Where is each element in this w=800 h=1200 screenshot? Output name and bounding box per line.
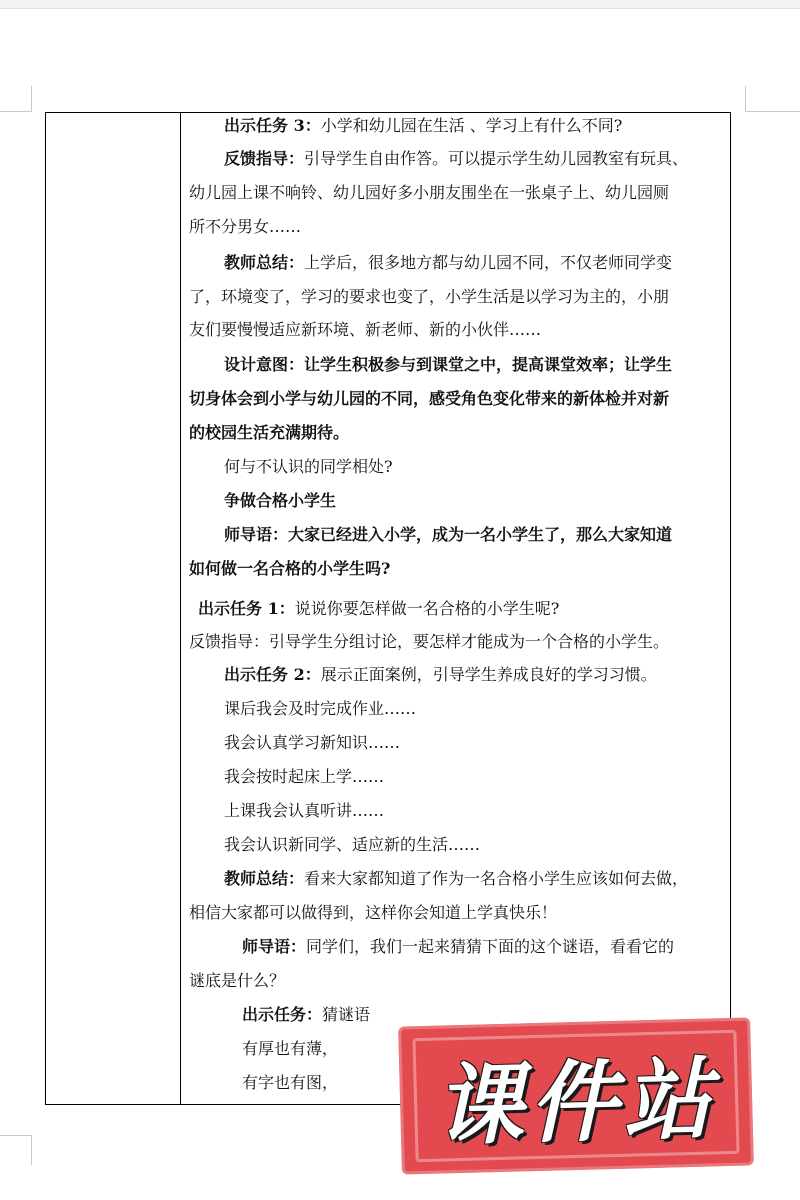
crop-mark-bottom-left (0, 1135, 32, 1136)
riddle-line: 有字也有图， (242, 1073, 339, 1092)
text-line: 的校园生活充满期待。 (189, 423, 350, 442)
list-item: 我会按时起床上学…… (224, 767, 385, 786)
section-heading: 争做合格小学生 (224, 491, 337, 510)
text-line: 相信大家都可以做得到，这样你会知道上学真快乐！ (189, 903, 558, 922)
watermark-stamp (398, 1017, 754, 1174)
crop-mark-bottom-left-vertical (31, 1135, 32, 1165)
text-line: 反馈指导：引导学生分组讨论，要怎样才能成为一个合格的小学生。 (189, 632, 670, 651)
crop-mark-top-right-vertical (745, 86, 746, 112)
text-line: 友们要慢慢适应新环境、新老师、新的小伙伴…… (189, 320, 542, 339)
crop-mark-top-left-vertical (31, 86, 32, 112)
list-item: 我会认识新同学、适应新的生活…… (224, 835, 481, 854)
window-top-edge (0, 0, 800, 9)
text-line: 出示任务 3：小学和幼儿园在生活 、学习上有什么不同? (224, 116, 623, 135)
watermark-text: 课件站 (433, 1047, 719, 1158)
riddle-line: 有厚也有薄， (242, 1039, 339, 1058)
text-line: 如何做一名合格的小学生吗? (189, 559, 391, 578)
text-line: 切身体会到小学与幼儿园的不同，感受角色变化带来的新体检并对新 (189, 389, 670, 408)
text-line: 师导语：同学们，我们一起来猜猜下面的这个谜语，看看它的 (242, 937, 675, 956)
text-line: 所不分男女…… (189, 217, 302, 236)
crop-mark-top-right (745, 111, 800, 112)
text-line: 出示任务 2：展示正面案例，引导学生养成良好的学习习惯。 (224, 665, 657, 684)
text-line: 教师总结：上学后，很多地方都与幼儿园不同，不仅老师同学变 (224, 253, 673, 272)
table-column-divider (180, 113, 181, 1104)
text-line: 何与不认识的同学相处? (224, 457, 393, 476)
list-item: 上课我会认真听讲…… (224, 801, 385, 820)
text-line: 了，环境变了，学习的要求也变了，小学生活是以学习为主的，小朋 (189, 287, 670, 306)
list-item: 我会认真学习新知识…… (224, 733, 401, 752)
text-line: 谜底是什么？ (189, 971, 286, 990)
text-line: 师导语：大家已经进入小学，成为一名小学生了，那么大家知道 (224, 525, 673, 544)
text-line: 教师总结：看来大家都知道了作为一名合格小学生应该如何去做， (224, 869, 689, 888)
text-line: 设计意图：让学生积极参与到课堂之中，提高课堂效率；让学生 (224, 355, 673, 374)
text-line: 反馈指导：引导学生自由作答。可以提示学生幼儿园教室有玩具、 (224, 149, 689, 168)
list-item: 课后我会及时完成作业…… (224, 699, 417, 718)
text-line: 出示任务 1：说说你要怎样做一名合格的小学生呢? (198, 599, 560, 618)
crop-mark-top-left (0, 111, 32, 112)
text-line: 幼儿园上课不响铃、幼儿园好多小朋友围坐在一张桌子上、幼儿园厕 (189, 183, 670, 202)
text-line: 出示任务：猜谜语 (242, 1005, 371, 1024)
